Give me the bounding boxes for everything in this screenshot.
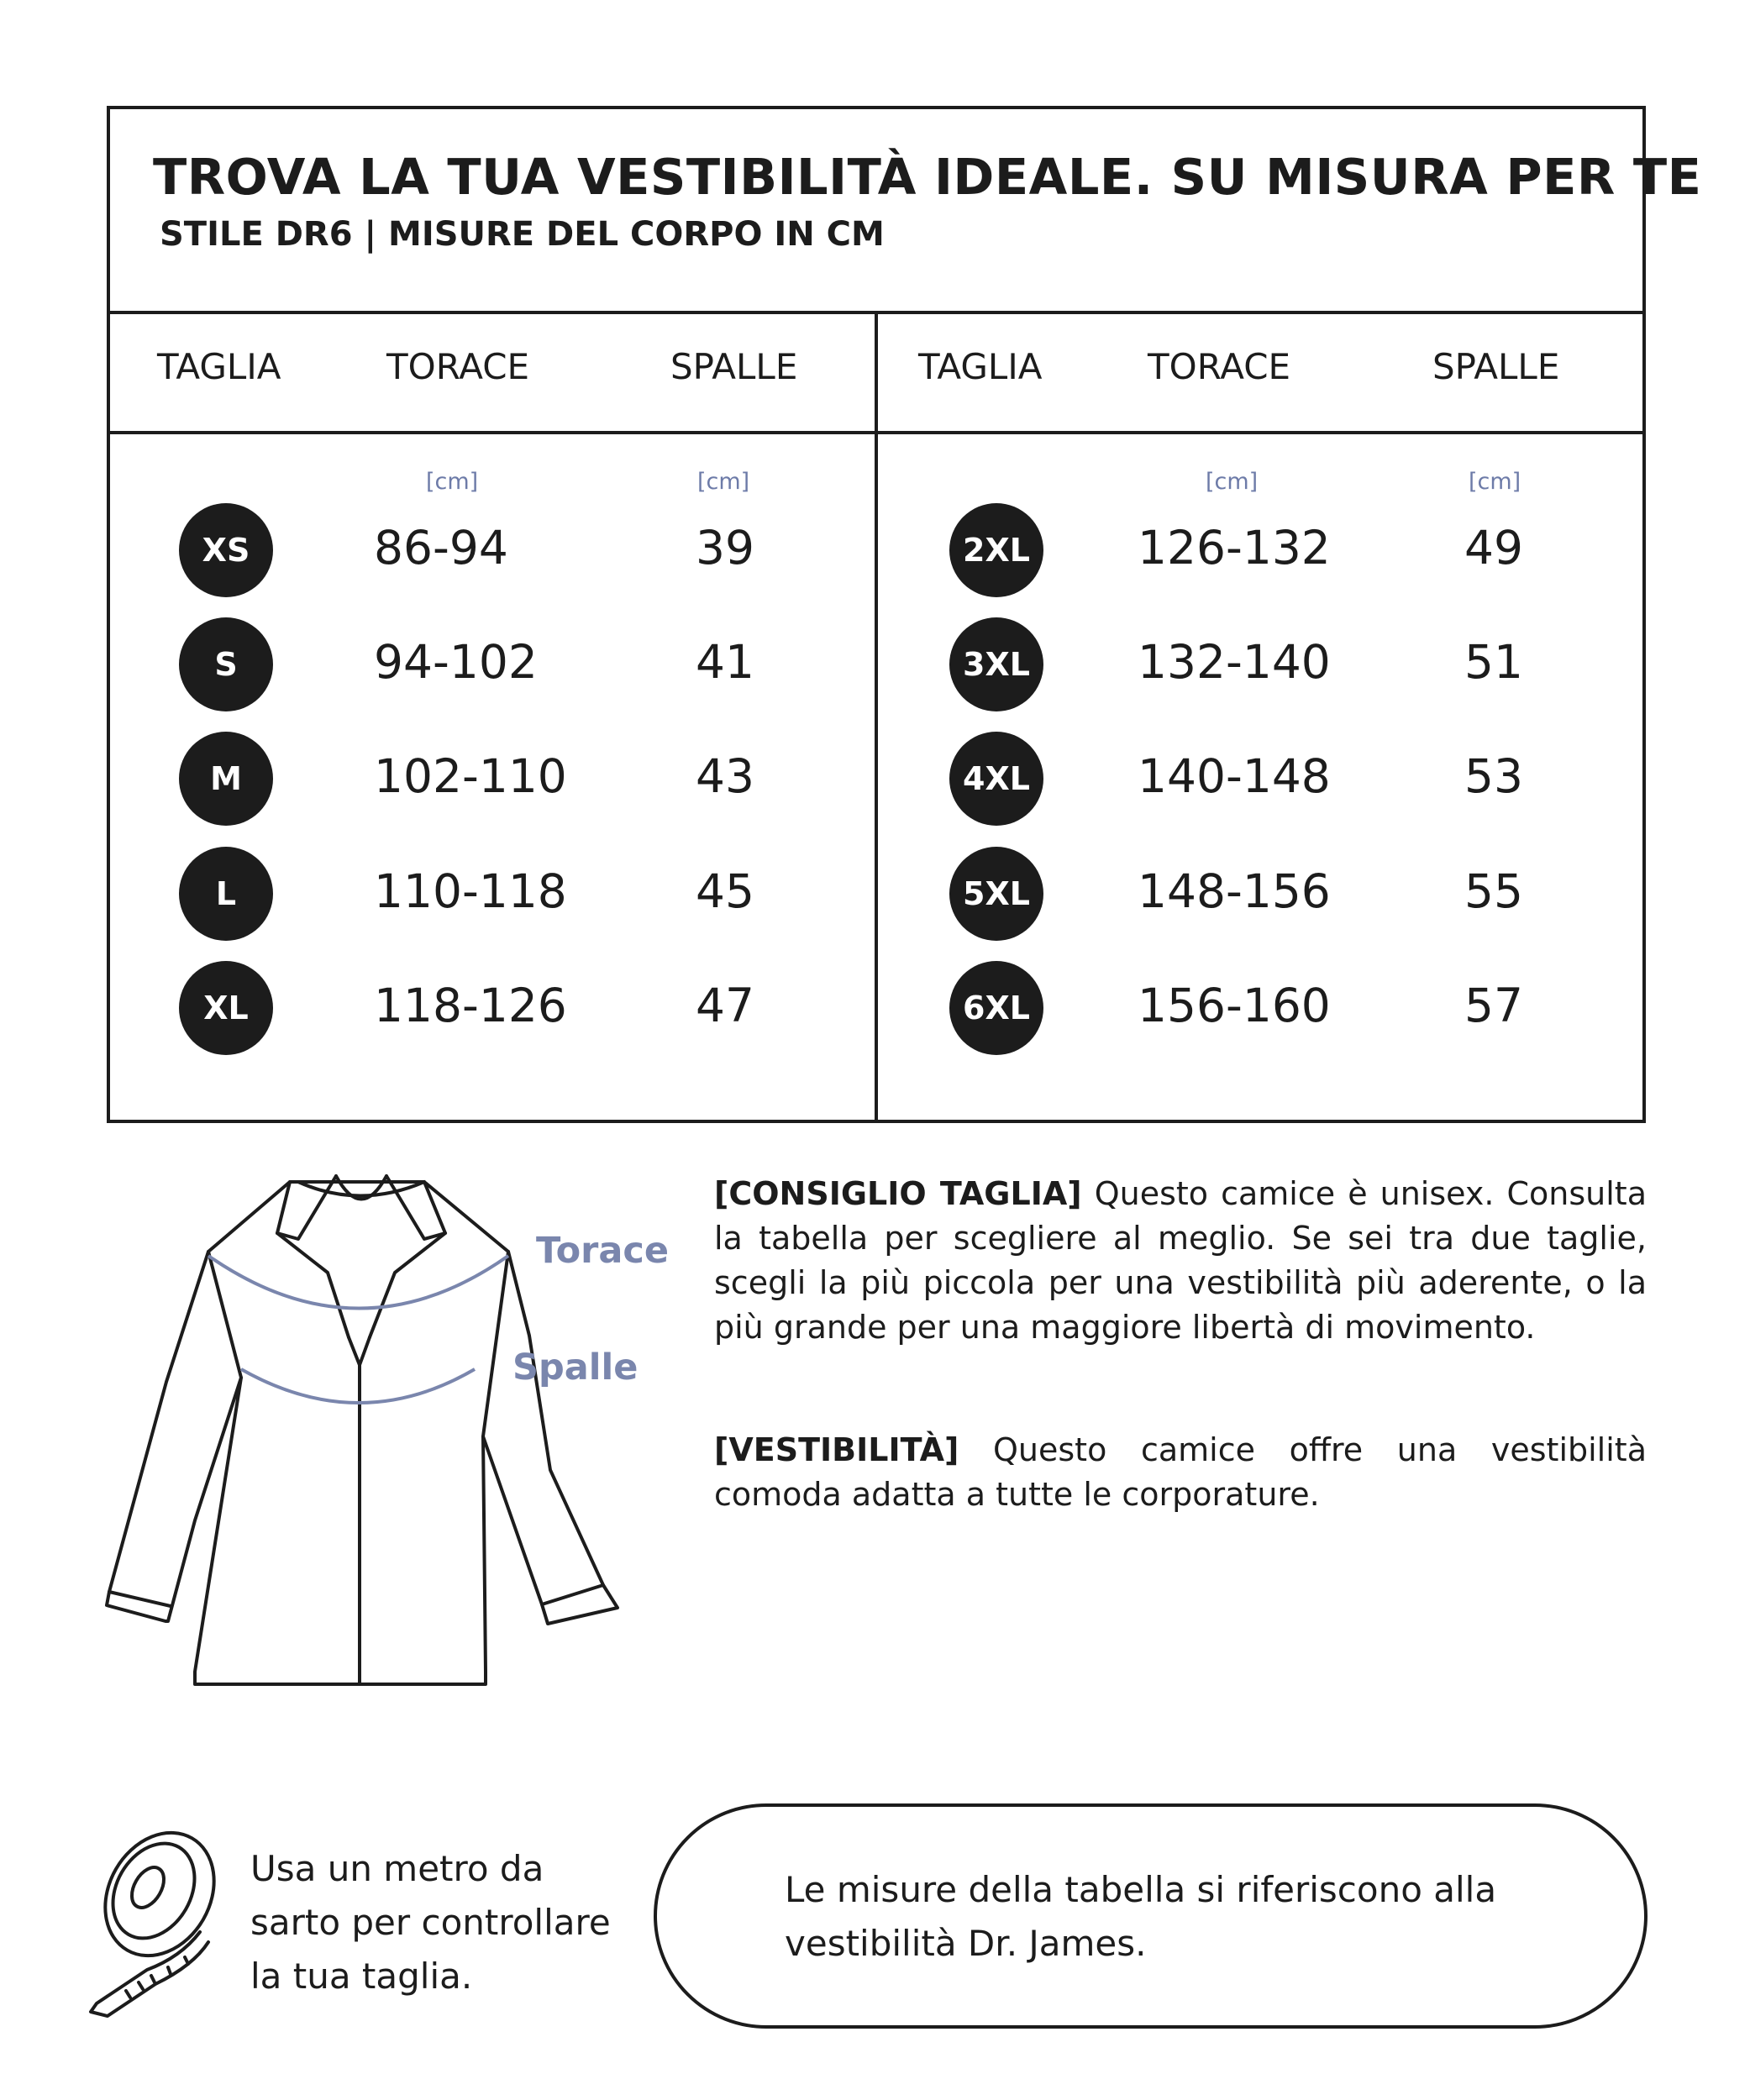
shoulders-label: Spalle <box>512 1347 639 1389</box>
size-advice <box>714 1172 1647 1350</box>
chest-value: 102-110 <box>374 749 567 803</box>
shoulders-value: 55 <box>1464 864 1523 918</box>
chest-value: 110-118 <box>374 864 567 918</box>
chest-value: 148-156 <box>1138 864 1331 918</box>
column-divider <box>875 312 878 1122</box>
chest-value: 132-140 <box>1138 635 1331 689</box>
chest-value: 140-148 <box>1138 749 1331 803</box>
unit-label: [cm] <box>1469 469 1521 495</box>
size-badge: 2XL <box>949 503 1043 597</box>
shoulders-value: 43 <box>696 749 754 803</box>
column-header-chest: TORACE <box>1148 346 1291 387</box>
size-badge: 5XL <box>949 847 1043 941</box>
column-header-chest: TORACE <box>386 346 530 387</box>
size-badge: 4XL <box>949 732 1043 826</box>
shoulders-value: 45 <box>696 864 754 918</box>
note-line: Le misure della tabella si riferiscono alla <box>785 1869 1497 1910</box>
unit-label: [cm] <box>1206 469 1259 495</box>
unit-label: [cm] <box>426 469 479 495</box>
size-badge: S <box>179 617 273 711</box>
chest-value: 126-132 <box>1138 521 1331 575</box>
note-line: vestibilità Dr. James. <box>785 1923 1147 1964</box>
size-badge: 3XL <box>949 617 1043 711</box>
size-advice-tag: [CONSIGLIO TAGLIA] <box>714 1175 1082 1212</box>
shoulders-value: 41 <box>696 635 754 689</box>
tape-tip <box>250 1842 611 2003</box>
size-advice-text: Questo camice è unisex. Consulta la tabella per scegliere al meglio. Se sei tra due taglie, scegli la più piccola per una vestibilità più aderente, o la più grande per una maggiore libertà di movimento. <box>714 1175 1647 1346</box>
tape-tip-line: Usa un metro da <box>250 1848 544 1889</box>
page-title: TROVA LA TUA VESTIBILITÀ IDEALE. SU MISURA PER TE <box>153 148 1702 206</box>
fit-advice-text: Questo camice offre una vestibilità comoda adatta a tutte le corporature. <box>714 1431 1647 1513</box>
shoulders-value: 39 <box>696 521 754 575</box>
column-header-shoulders: SPALLE <box>1432 346 1560 387</box>
measuring-tape-icon <box>84 1827 227 2020</box>
shoulders-value: 53 <box>1464 749 1523 803</box>
size-badge: XL <box>179 961 273 1055</box>
size-badge: XS <box>179 503 273 597</box>
chest-value: 86-94 <box>374 521 508 575</box>
shoulders-value: 49 <box>1464 521 1523 575</box>
shoulders-value: 47 <box>696 979 754 1032</box>
chest-value: 156-160 <box>1138 979 1331 1032</box>
column-header-shoulders: SPALLE <box>670 346 798 387</box>
fit-advice-tag: [VESTIBILITÀ] <box>714 1431 959 1468</box>
column-header-size: TAGLIA <box>918 346 1043 387</box>
page-subtitle: STILE DR6 | MISURE DEL CORPO IN CM <box>160 215 885 254</box>
size-badge: M <box>179 732 273 826</box>
chest-value: 94-102 <box>374 635 538 689</box>
shoulders-value: 51 <box>1464 635 1523 689</box>
chest-label: Torace <box>536 1230 670 1272</box>
shoulders-value: 57 <box>1464 979 1523 1032</box>
size-badge: 6XL <box>949 961 1043 1055</box>
column-header-size: TAGLIA <box>157 346 281 387</box>
note-text <box>785 1863 1496 1971</box>
chest-value: 118-126 <box>374 979 567 1032</box>
size-badge: L <box>179 847 273 941</box>
fit-advice <box>714 1428 1647 1517</box>
tape-tip-line: sarto per controllare <box>250 1902 611 1943</box>
unit-label: [cm] <box>697 469 750 495</box>
tape-tip-line: la tua taglia. <box>250 1956 473 1997</box>
